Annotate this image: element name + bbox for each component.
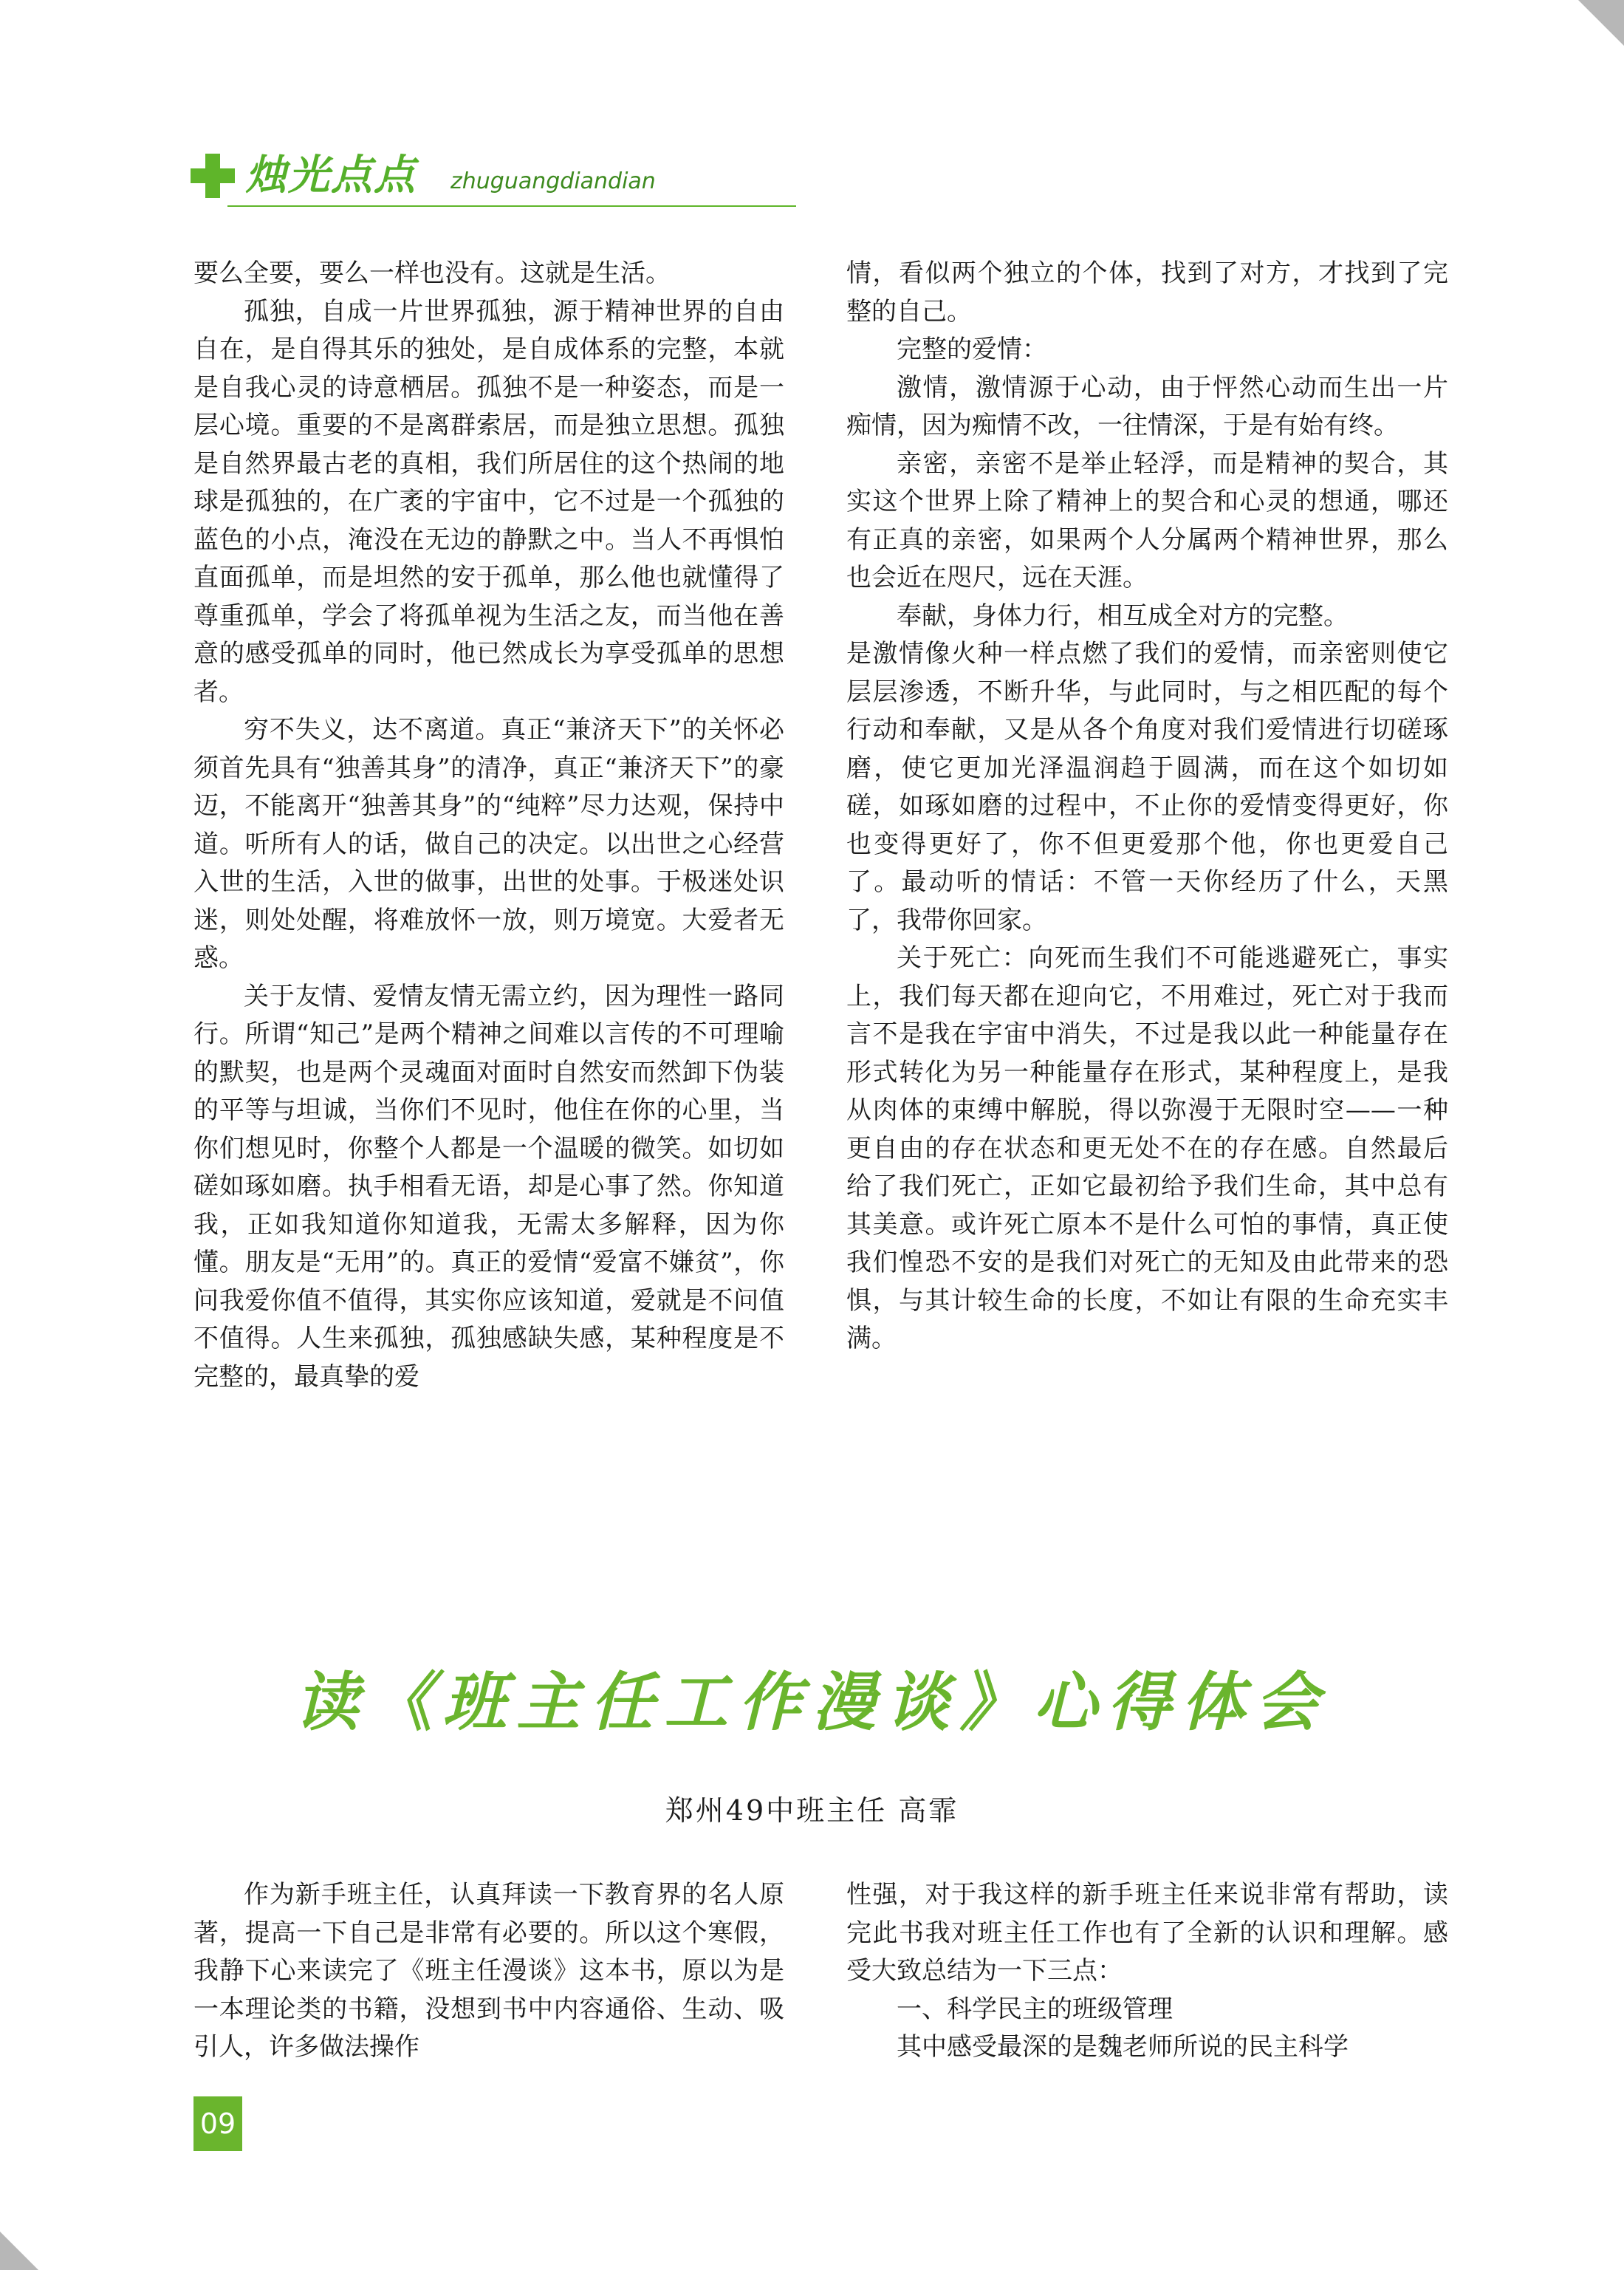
- paragraph: 穷不失义，达不离道。真正“兼济天下”的关怀必须首先具有“独善其身”的清净，真正“兼济天下”的豪迈，不能离开“独善其身”的“纯粹”尽力达观，保持中道。听所有人的话，做自己的决定。以出世之心经营入世的生活，入世的做事，出世的处事。于极迷处识迷，则处处醒，将难放怀一放，则万境宽。大爱者无惑。: [193, 715, 784, 973]
- paragraph: 作为新手班主任，认真拜读一下教育界的名人原著，提高一下自己是非常有必要的。所以这个寒假，我静下心来读完了《班主任漫谈》这本书，原以为是一本理论类的书籍，没想到书中内容通俗、生动、吸引人，许多做法操作: [193, 1880, 784, 2062]
- article-title: 读《班主任工作漫谈》心得体会: [295, 1666, 1329, 1740]
- paragraph: 性强，对于我这样的新手班主任来说非常有帮助，读完此书我对班主任工作也有了全新的认识和理解。感受大致总结为一下三点：: [846, 1880, 1448, 1986]
- upper-article-left-column: [193, 255, 784, 1396]
- page-number: 09: [193, 2096, 242, 2151]
- paragraph: 奉献，身体力行，相互成全对方的完整。: [897, 601, 1349, 631]
- paragraph: 一、科学民主的班级管理: [897, 1994, 1173, 2024]
- header-divider: [227, 205, 796, 207]
- green-squares-icon: [191, 154, 235, 198]
- paragraph: 完整的爱情：: [897, 335, 1047, 364]
- corner-decoration-top-right: [1578, 0, 1624, 46]
- section-title: 烛光点点: [245, 151, 417, 199]
- article-byline: 郑州49中班主任 高霏: [665, 1794, 959, 1827]
- lower-article-right-column: [846, 1876, 1448, 2067]
- paragraph: 孤独，自成一片世界孤独，源于精神世界的自由自在，是自得其乐的独处，是自成体系的完整，本就是自我心灵的诗意栖居。孤独不是一种姿态，而是一层心境。重要的不是离群索居，而是独立思想。孤独是自然界最古老的真相，我们所居住的这个热闹的地球是孤独的，在广袤的宇宙中，它不过是一个孤独的蓝色的小点，淹没在无边的静默之中。当人不再惧怕直面孤单，而是坦然的安于孤单，那么他也就懂得了尊重孤单，学会了将孤单视为生活之友，而当他在善意的感受孤单的同时，他已然成长为享受孤单的思想者。: [193, 296, 784, 707]
- paragraph: 情，看似两个独立的个体，找到了对方，才找到了完整的自己。: [846, 259, 1448, 327]
- section-subtitle: zhuguangdiandian: [450, 168, 656, 194]
- paragraph: 亲密，亲密不是举止轻浮，而是精神的契合，其实这个世界上除了精神上的契合和心灵的想通，哪还有正真的亲密，如果两个人分属两个精神世界，那么也会近在咫尺，远在天涯。: [846, 448, 1448, 592]
- corner-decoration-bottom-left: [0, 2232, 38, 2270]
- section-header: [191, 146, 796, 213]
- upper-article-right-column: [846, 255, 1448, 1358]
- paragraph: 关于友情、爱情友情无需立约，因为理性一路同行。所谓“知己”是两个精神之间难以言传的不可理喻的默契，也是两个灵魂面对面时自然安而然卸下伪装的平等与坦诚，当你们不见时，他住在你的心里，当你们想见时，你整个人都是一个温暖的微笑。如切如磋如琢如磨。执手相看无语，却是心事了然。你知道我，正如我知道你知道我，无需太多解释，因为你懂。朋友是“无用”的。真正的爱情“爱富不嫌贫”，你问我爱你值不值得，其实你应该知道，爱就是不问值不值得。人生来孤独，孤独感缺失感，某种程度是不完整的，最真挚的爱: [193, 981, 784, 1392]
- paragraph: 其中感受最深的是魏老师所说的民主科学: [897, 2032, 1349, 2062]
- paragraph: 要么全要，要么一样也没有。这就是生活。: [193, 259, 671, 288]
- paragraph: 激情，激情源于心动，由于怦然心动而生出一片痴情，因为痴情不改，一往情深，于是有始有终。: [846, 372, 1448, 440]
- paragraph: 关于死亡：向死而生我们不可能逃避死亡，事实上，我们每天都在迎向它，不用难过，死亡对于我而言不是我在宇宙中消失，不过是我以此一种能量存在形式转化为另一种能量存在形式，某种程度上，是我从肉体的束缚中解脱，得以弥漫于无限时空——一种更自由的存在状态和更无处不在的存在感。自然最后给了我们死亡，正如它最初给予我们生命，其中总有其美意。或许死亡原本不是什么可怕的事情，真正使我们惶恐不安的是我们对死亡的无知及由此带来的恐惧，与其计较生命的长度，不如让有限的生命充实丰满。: [846, 943, 1448, 1353]
- lower-article-left-column: [193, 1876, 784, 2067]
- paragraph: 是激情像火种一样点燃了我们的爱情，而亲密则使它层层渗透，不断升华，与此同时，与之相匹配的每个行动和奉献，又是从各个角度对我们爱情进行切磋琢磨，使它更加光泽温润趋于圆满，而在这个如切如磋，如琢如磨的过程中，不止你的爱情变得更好，你也变得更好了，你不但更爱那个他，你也更爱自己了。最动听的情话：不管一天你经历了什么，天黑了，我带你回家。: [846, 639, 1448, 935]
